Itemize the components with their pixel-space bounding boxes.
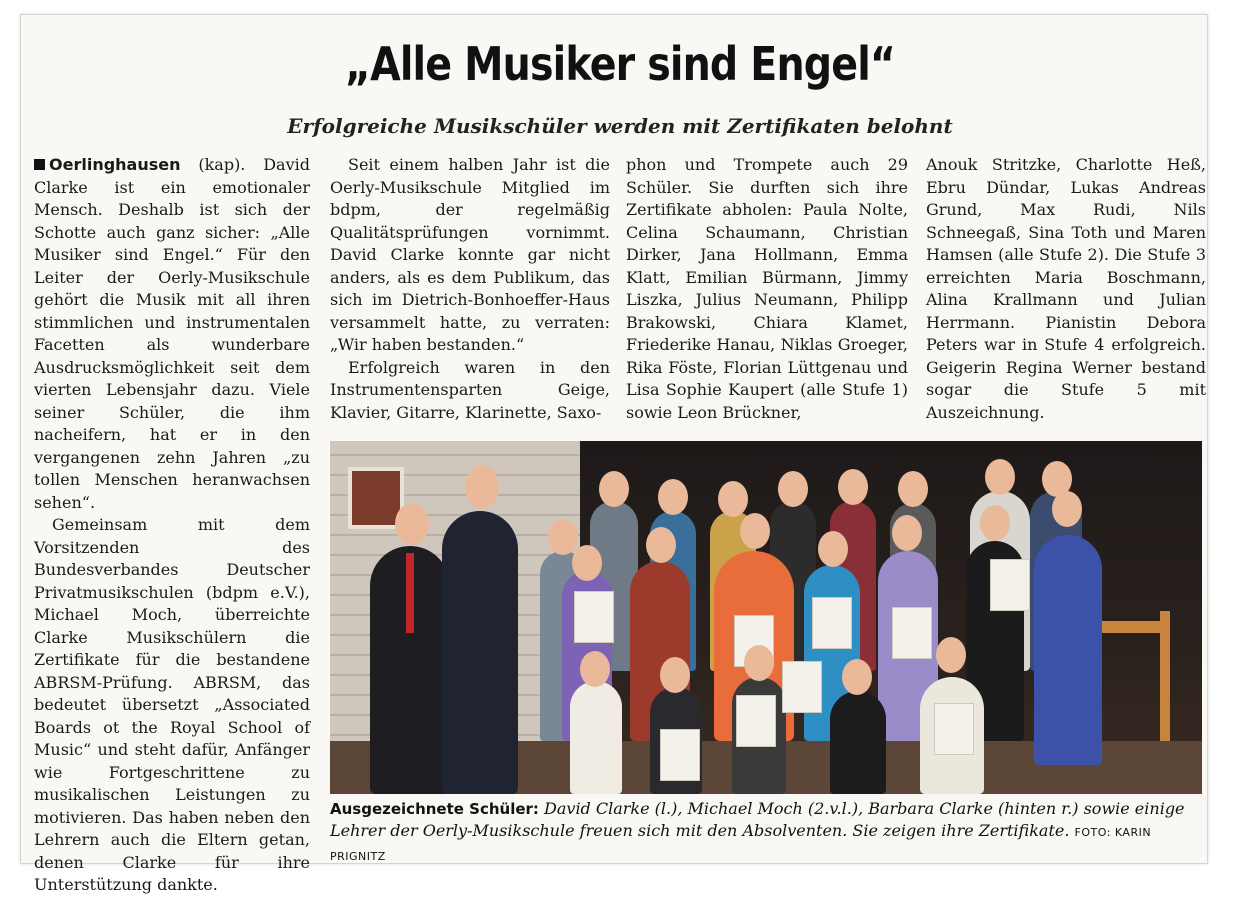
paragraph: phon und Trompete auch 29 Schüler. Sie durften sich ihre Zertifikate abholen: Paula Nolte, Celina Schaumann, Christian Dirker, Jana Hollmann, Emma Klatt, Emilian Bürmann, Jimmy Liszka, Julius Neumann, Philipp Brakowski, Chiara Klamet, Friederike Hanau, Niklas Groeger, Rika Föste, Florian Lüttgenau und Lisa Sophie Kaupert (alle Stufe 1) sowie Leon Brückner, xyxy=(626,155,908,422)
certificate xyxy=(660,729,700,781)
paragraph: Seit einem halben Jahr ist die Oerly-Musikschule Mitglied im bdpm, der regelmäßig Qualitätsprüfungen vornimmt. David Clarke konnte gar nicht anders, als es dem Publikum, das sich im Dietrich-Bonhoeffer-Haus versammelt hatte, zu verraten: „Wir haben bestanden.“ xyxy=(330,155,610,354)
person-head xyxy=(778,471,808,507)
person-head xyxy=(599,471,629,507)
article-headline: „Alle Musiker sind Engel“ xyxy=(344,37,896,91)
caption-lead: Ausgezeichnete Schüler: xyxy=(330,800,539,818)
person xyxy=(830,691,886,794)
person xyxy=(570,681,622,794)
person-head xyxy=(838,469,868,505)
person-head xyxy=(718,481,748,517)
person-michael-moch xyxy=(442,511,518,794)
person-barbara-clarke xyxy=(1034,535,1102,765)
paragraph: Erfolgreich waren in den Instrumentensparten Geige, Klavier, Gitarre, Klarinette, Saxo- xyxy=(330,357,610,422)
person-head xyxy=(892,515,922,551)
group-photo xyxy=(330,441,1202,794)
person-head xyxy=(658,479,688,515)
person-head xyxy=(980,505,1010,541)
text-column-3 xyxy=(626,154,908,424)
person-head xyxy=(985,459,1015,495)
person-head xyxy=(395,503,429,545)
person-head xyxy=(660,657,690,693)
text-column-4 xyxy=(926,154,1206,424)
photo-credit: FOTO: KARIN PRIGNITZ xyxy=(330,826,1152,863)
person-head xyxy=(572,545,602,581)
photo-caption xyxy=(330,798,1202,868)
certificate xyxy=(990,559,1030,611)
person-head xyxy=(744,645,774,681)
certificate xyxy=(892,607,932,659)
certificate xyxy=(934,703,974,755)
text-column-2 xyxy=(330,154,610,424)
certificate xyxy=(736,695,776,747)
person-head xyxy=(465,465,499,509)
certificate xyxy=(812,597,852,649)
paragraph xyxy=(34,154,310,514)
person-head xyxy=(740,513,770,549)
red-tie xyxy=(406,553,414,633)
text-column-1 xyxy=(34,154,310,897)
person-head xyxy=(898,471,928,507)
certificate xyxy=(574,591,614,643)
caption-text: David Clarke (l.), Michael Moch (2.v.l.), Barbara Clarke (hinten r.) sowie einige Lehrer der Oerly-Musikschule freuen sich mit den Absolventen. Sie zeigen ihre Zertifikate. xyxy=(330,799,1185,840)
person-head xyxy=(936,637,966,673)
person-head xyxy=(842,659,872,695)
paragraph: Anouk Stritzke, Charlotte Heß, Ebru Dündar, Lukas Andreas Grund, Max Rudi, Nils Schneegaß, Sina Toth und Maren Hamsen (alle Stufe 2). Die Stufe 3 erreichten Maria Boschmann, Alina Krallmann und Julian Herrmann. Pianistin Debora Peters war in Stufe 4 erfolgreich. Geigerin Regina Werner bestand sogar die Stufe 5 mit Auszeichnung. xyxy=(926,155,1206,422)
dateline-bullet-icon xyxy=(34,159,45,170)
paragraph-text: (kap). David Clarke ist ein emotionaler Mensch. Deshalb ist sich der Schotte auch ganz sicher: „Alle Musiker sind Engel.“ Für den Leiter der Oerly-Musikschule gehört die Musik mit all ihren stimmlichen und instrumentalen Facetten als wunderbare Ausdrucksmöglichkeit seit dem vierten Lebensjahr dazu. Viele seiner Schüler, die ihm nacheifern, hat er in den vergangenen zehn Jahren „zu tollen Menschen heranwachsen sehen“. xyxy=(34,155,310,512)
person-head xyxy=(580,651,610,687)
person-head xyxy=(1052,491,1082,527)
certificate xyxy=(782,661,822,713)
article-subheadline: Erfolgreiche Musikschüler werden mit Zertifikaten belohnt xyxy=(287,114,953,138)
person-head xyxy=(818,531,848,567)
person-head xyxy=(548,519,578,555)
dateline: Oerlinghausen xyxy=(49,155,181,174)
chair xyxy=(1160,611,1170,741)
person-head xyxy=(646,527,676,563)
paragraph: Gemeinsam mit dem Vorsitzenden des Bundesverbandes Deutscher Privatmusikschulen (bdpm e.V.), Michael Moch, überreichte Clarke Musikschülern die Zertifikate für die bestandene ABRSM-Prüfung. ABRSM, das bedeutet übersetzt „Associated Boards ot the Royal School of Music“ und steht dafür, Anfänger wie Fortgeschrittene zu musikalischen Leistungen zu motivieren. Das haben neben den Lehrern auch die Eltern getan, denen Clarke für ihre Unterstützung dankte. xyxy=(34,515,310,894)
